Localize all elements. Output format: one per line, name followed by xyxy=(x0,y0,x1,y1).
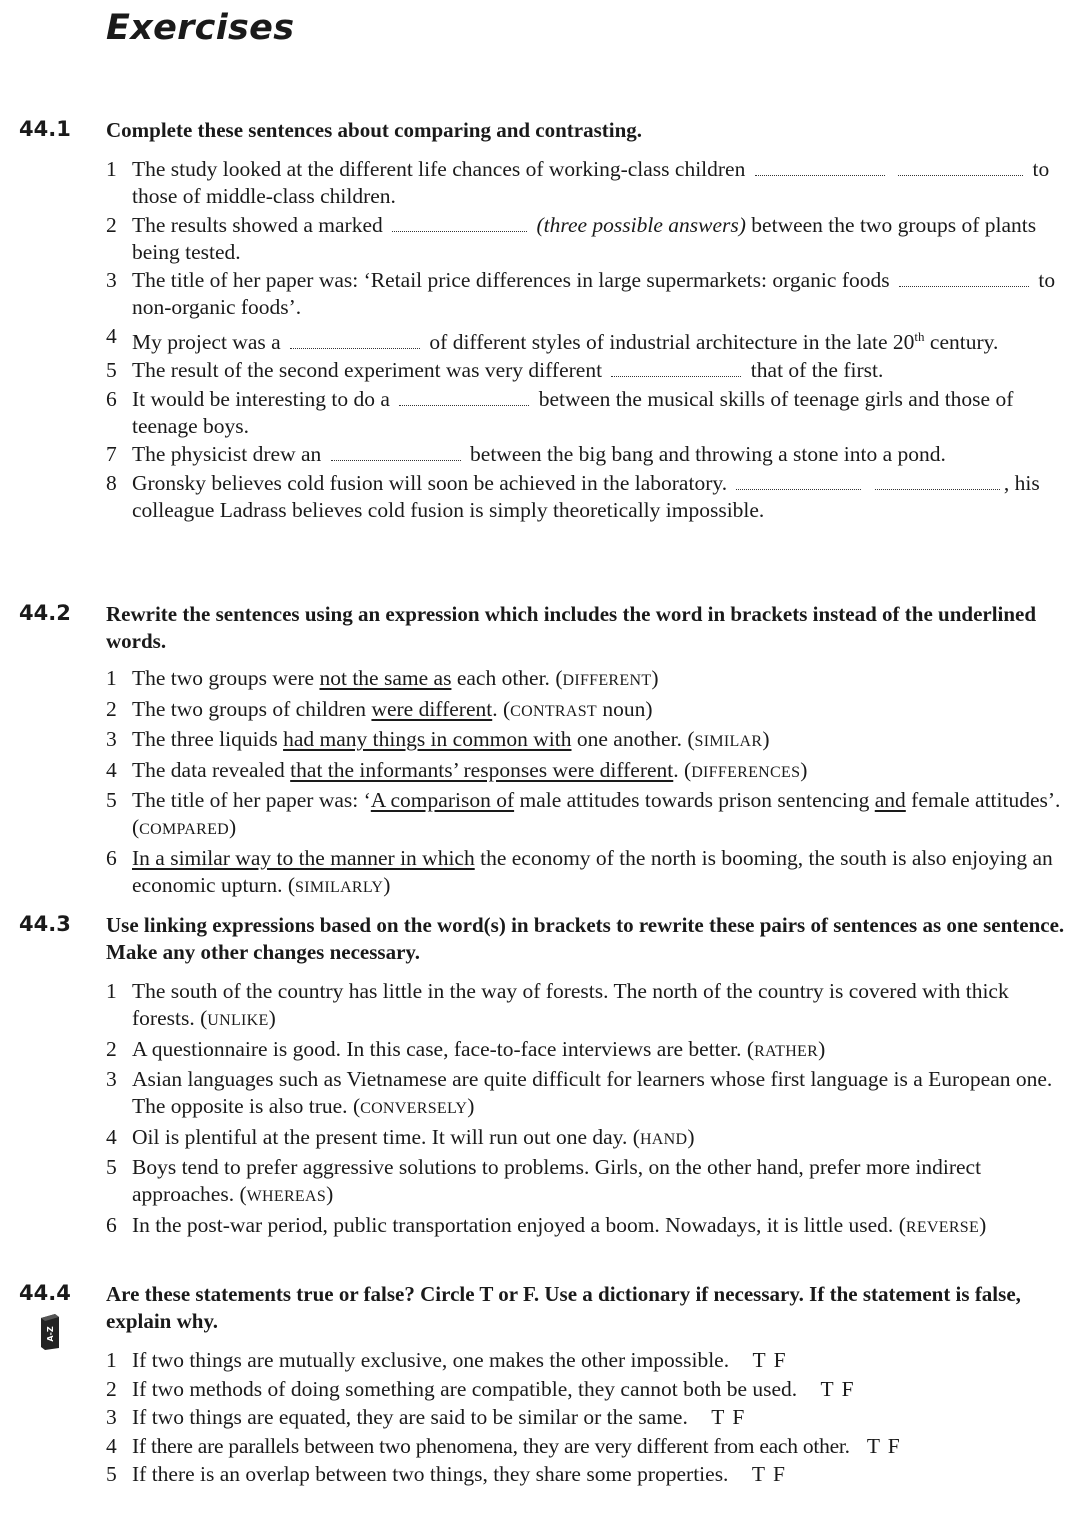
answer-blank[interactable] xyxy=(399,389,529,406)
exercise-instruction: Use linking expressions based on the word(s) in brackets to rewrite these pairs of sentences as one sentence. Make any other changes necessary. xyxy=(106,913,1065,964)
exercise-items xyxy=(106,978,1074,1242)
answer-blank[interactable] xyxy=(290,332,420,349)
exercise-instruction: Complete these sentences about comparing and contrasting. xyxy=(106,118,643,142)
list-item: 2 If two methods of doing something are compatible, they cannot both be used. T F xyxy=(106,1376,854,1401)
list-item: 3 Asian languages such as Vietnamese are quite difficult for learners whose first language is a European one. The opposite is also true. (CONVERSELY) xyxy=(106,1067,1053,1118)
exercise-instruction: Rewrite the sentences using an expression which includes the word in brackets instead of the underlined words. xyxy=(106,602,1037,653)
list-item: 1 The two groups were not the same as each other. (DIFFERENT) xyxy=(106,666,659,690)
list-item: 2 A questionnaire is good. In this case, face-to-face interviews are better. (RATHER) xyxy=(106,1036,826,1061)
answer-blank[interactable] xyxy=(392,215,527,232)
list-item: 6 In a similar way to the manner in which the economy of the north is booming, the south is also enjoying an economic upturn. (SIMILARLY) xyxy=(106,845,1053,897)
answer-blank[interactable] xyxy=(736,473,861,490)
answer-blank[interactable] xyxy=(331,444,461,461)
true-option[interactable]: T xyxy=(820,1376,834,1401)
answer-blank[interactable] xyxy=(755,159,885,176)
list-item: 3 The three liquids had many things in common with one another. (SIMILAR) xyxy=(106,727,770,751)
list-item: 4 My project was a of different styles of industrial architecture in the late 20th century. xyxy=(106,323,999,354)
exercise-number: 44.1 xyxy=(19,117,71,141)
exercise-instruction: Are these statements true or false? Circle T or F. Use a dictionary if necessary. If the statement is false, explain why. xyxy=(106,1282,1021,1333)
answer-blank[interactable] xyxy=(611,360,741,377)
false-option[interactable]: F xyxy=(887,1433,900,1458)
list-item: 3 The title of her paper was: ‘Retail price differences in large supermarkets: organic foods to non-organic foods’. xyxy=(106,268,1056,319)
true-option[interactable]: T xyxy=(752,1348,766,1372)
exercise-items xyxy=(106,1347,1074,1490)
list-item: 6 In the post-war period, public transportation enjoyed a boom. Nowadays, it is little used. (REVERSE) xyxy=(106,1212,987,1237)
false-option[interactable]: F xyxy=(841,1376,854,1401)
answer-blank[interactable] xyxy=(899,270,1029,287)
list-item: 4 Oil is plentiful at the present time. It will run out one day. (HAND) xyxy=(106,1124,695,1149)
list-item: 7 The physicist drew an between the big bang and throwing a stone into a pond. xyxy=(106,442,946,467)
list-item: 5 If there is an overlap between two things, they share some properties. T F xyxy=(106,1462,785,1486)
list-item: 8 Gronsky believes cold fusion will soon be achieved in the laboratory. , his colleague Ladrass believes cold fusion is simply theoretically impossible. xyxy=(106,470,1040,522)
false-option[interactable]: F xyxy=(732,1405,745,1429)
true-option[interactable]: T xyxy=(866,1433,880,1458)
dictionary-icon xyxy=(38,1312,60,1350)
false-option[interactable]: F xyxy=(772,1462,785,1486)
list-item: 2 The results showed a marked (three possible answers) between the two groups of plants being tested. xyxy=(106,212,1037,264)
list-item: 1 If two things are mutually exclusive, one makes the other impossible. T F xyxy=(106,1348,786,1372)
dictionary-icon-label: A-Z xyxy=(46,1326,55,1342)
list-item: 6 It would be interesting to do a between the musical skills of teenage girls and those of teenage boys. xyxy=(106,386,1014,438)
list-item: 2 The two groups of children were different. (CONTRAST noun) xyxy=(106,696,653,721)
answer-blank[interactable] xyxy=(898,159,1023,176)
list-item: 3 If two things are equated, they are said to be similar or the same. T F xyxy=(106,1405,745,1429)
false-option[interactable]: F xyxy=(773,1348,786,1372)
answer-blank[interactable] xyxy=(875,473,1000,490)
exercise-items xyxy=(106,156,1074,525)
true-option[interactable]: T xyxy=(711,1405,725,1429)
exercise-items xyxy=(106,665,1074,902)
list-item: 1 The study looked at the different life chances of working-class children to those of middle-class children. xyxy=(106,157,1050,208)
list-item: 4 If there are parallels between two phenomena, they are very different from each other. T F xyxy=(106,1433,900,1458)
list-item: 4 The data revealed that the informants’ responses were different. (DIFFERENCES) xyxy=(106,757,808,782)
exercise-number: 44.4 xyxy=(19,1281,71,1305)
list-item: 5 The title of her paper was: ‘A comparison of male attitudes towards prison sentencing and female attitudes’. (COMPARED) xyxy=(106,788,1061,839)
page-title: Exercises xyxy=(106,8,295,48)
list-item: 1 The south of the country has little in the way of forests. The north of the country is covered with thick forests. (UNLIKE) xyxy=(106,979,1009,1030)
true-option[interactable]: T xyxy=(751,1462,765,1486)
exercise-number: 44.3 xyxy=(19,912,71,936)
list-item: 5 Boys tend to prefer aggressive solutions to problems. Girls, on the other hand, prefer more indirect approaches. (WHEREAS) xyxy=(106,1155,982,1206)
exercise-number: 44.2 xyxy=(19,601,71,625)
list-item: 5 The result of the second experiment was very different that of the first. xyxy=(106,358,884,383)
